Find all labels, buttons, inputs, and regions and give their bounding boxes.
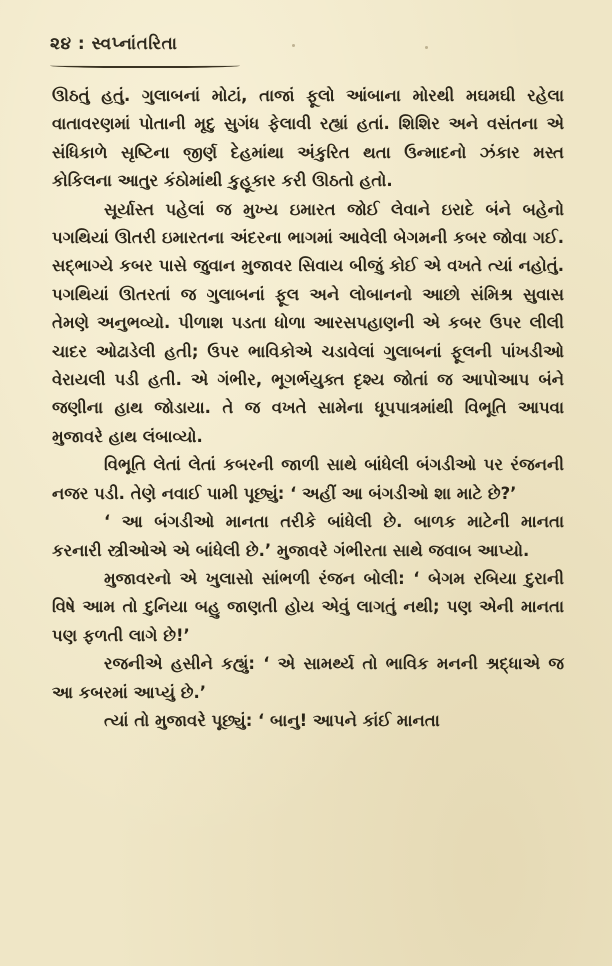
paragraph: ત્યાં તો મુજાવરે પૂછ્યું: ‘ બાનુ! આપને કાંઈ માનતા <box>104 710 440 730</box>
paragraph-continuation: ઊઠતું હતું. ગુલાબનાં મોટાં, તાજાં ફૂલો આંબાના મોરથી મઘમઘી રહેલા વાતાવરણમાં પોતાની મૃદુ સુગંધ ફેલાવી રહ્યાં હતાં. શિશિર અને વસંતના એ સંધિકાળે સૃષ્ટિના જીર્ણ દેહમાંથા અંકુરિત થતા ઉન્માદનો ઝંકાર મસ્ત કોકિલના આતુર કંઠોમાંથી કુહૂકાર કરી ઊઠતો હતો. <box>52 86 564 191</box>
paper-speck <box>292 44 295 47</box>
page-body <box>52 82 564 735</box>
running-header: ૨૪ : સ્વપ્નાંતરિતા <box>50 34 178 54</box>
paragraph: સૂર્યાસ્ત પહેલાં જ મુખ્ય ઇમારત જોઈ લેવાને ઇરાદે બંને બહેનો પગથિયાં ઊતરી ઇમારતના અંદરના ભાગમાં આવેલી બેગમની કબર જોવા ગઈ. સદ્‌ભાગ્યે કબર પાસે જુવાન મુજાવર સિવાય બીજું કોઈ એ વખતે ત્યાં નહોતું. પગથિયાં ઊતરતાં જ ગુલાબનાં ફૂલ અને લોબાનનો આછો સંમિશ્ર સુવાસ તેમણે અનુભવ્યો. પીળાશ પડતા ધોળા આરસપહાણની એ કબર ઉપર લીલી ચાદર ઓઢાડેલી હતી; ઉપર ભાવિકોએ ચડાવેલાં ગુલાબનાં ફૂલની પાંખડીઓ વેરાયલી પડી હતી. એ ગંભીર, ભૂગર્ભયુક્ત દૃશ્ય જોતાં જ આપોઆપ બંને જણીના હાથ જોડાયા. તે જ વખતે સામેના ધૂપપાત્રમાંથી વિભૂતિ આપવા મુજાવરે હાથ લંબાવ્યો. <box>52 199 564 446</box>
header-underline <box>50 62 240 68</box>
paragraph: ‘ આ બંગડીઓ માનતા તરીકે બાંધેલી છે. બાળક માટેની માનતા કરનારી સ્ત્રીઓએ એ બાંધેલી છે.’ મુજાવરે ગંભીરતા સાથે જવાબ આપ્યો. <box>52 512 564 560</box>
paragraph: વિભૂતિ લેતાં લેતાં કબરની જાળી સાથે બાંધેલી બંગડીઓ પર રંજનની નજર પડી. તેણે નવાઈ પામી પૂછ્યું: ‘ અહીં આ બંગડીઓ શા માટે છે?’ <box>52 455 564 503</box>
paragraph: મુજાવરનો એ ખુલાસો સાંભળી રંજન બોલી: ‘ બેગમ રબિયા દુરાની વિષે આમ તો દુનિયા બહુ જાણતી હોય એવું લાગતું નથી; પણ એની માનતા પણ ફળતી લાગે છે!’ <box>52 568 564 645</box>
paper-speck <box>425 46 428 49</box>
paragraph: રજનીએ હસીને કહ્યું: ‘ એ સામર્થ્ય તો ભાવિક મનની શ્રદ્ધાએ જ આ કબરમાં આપ્યું છે.’ <box>52 654 564 702</box>
